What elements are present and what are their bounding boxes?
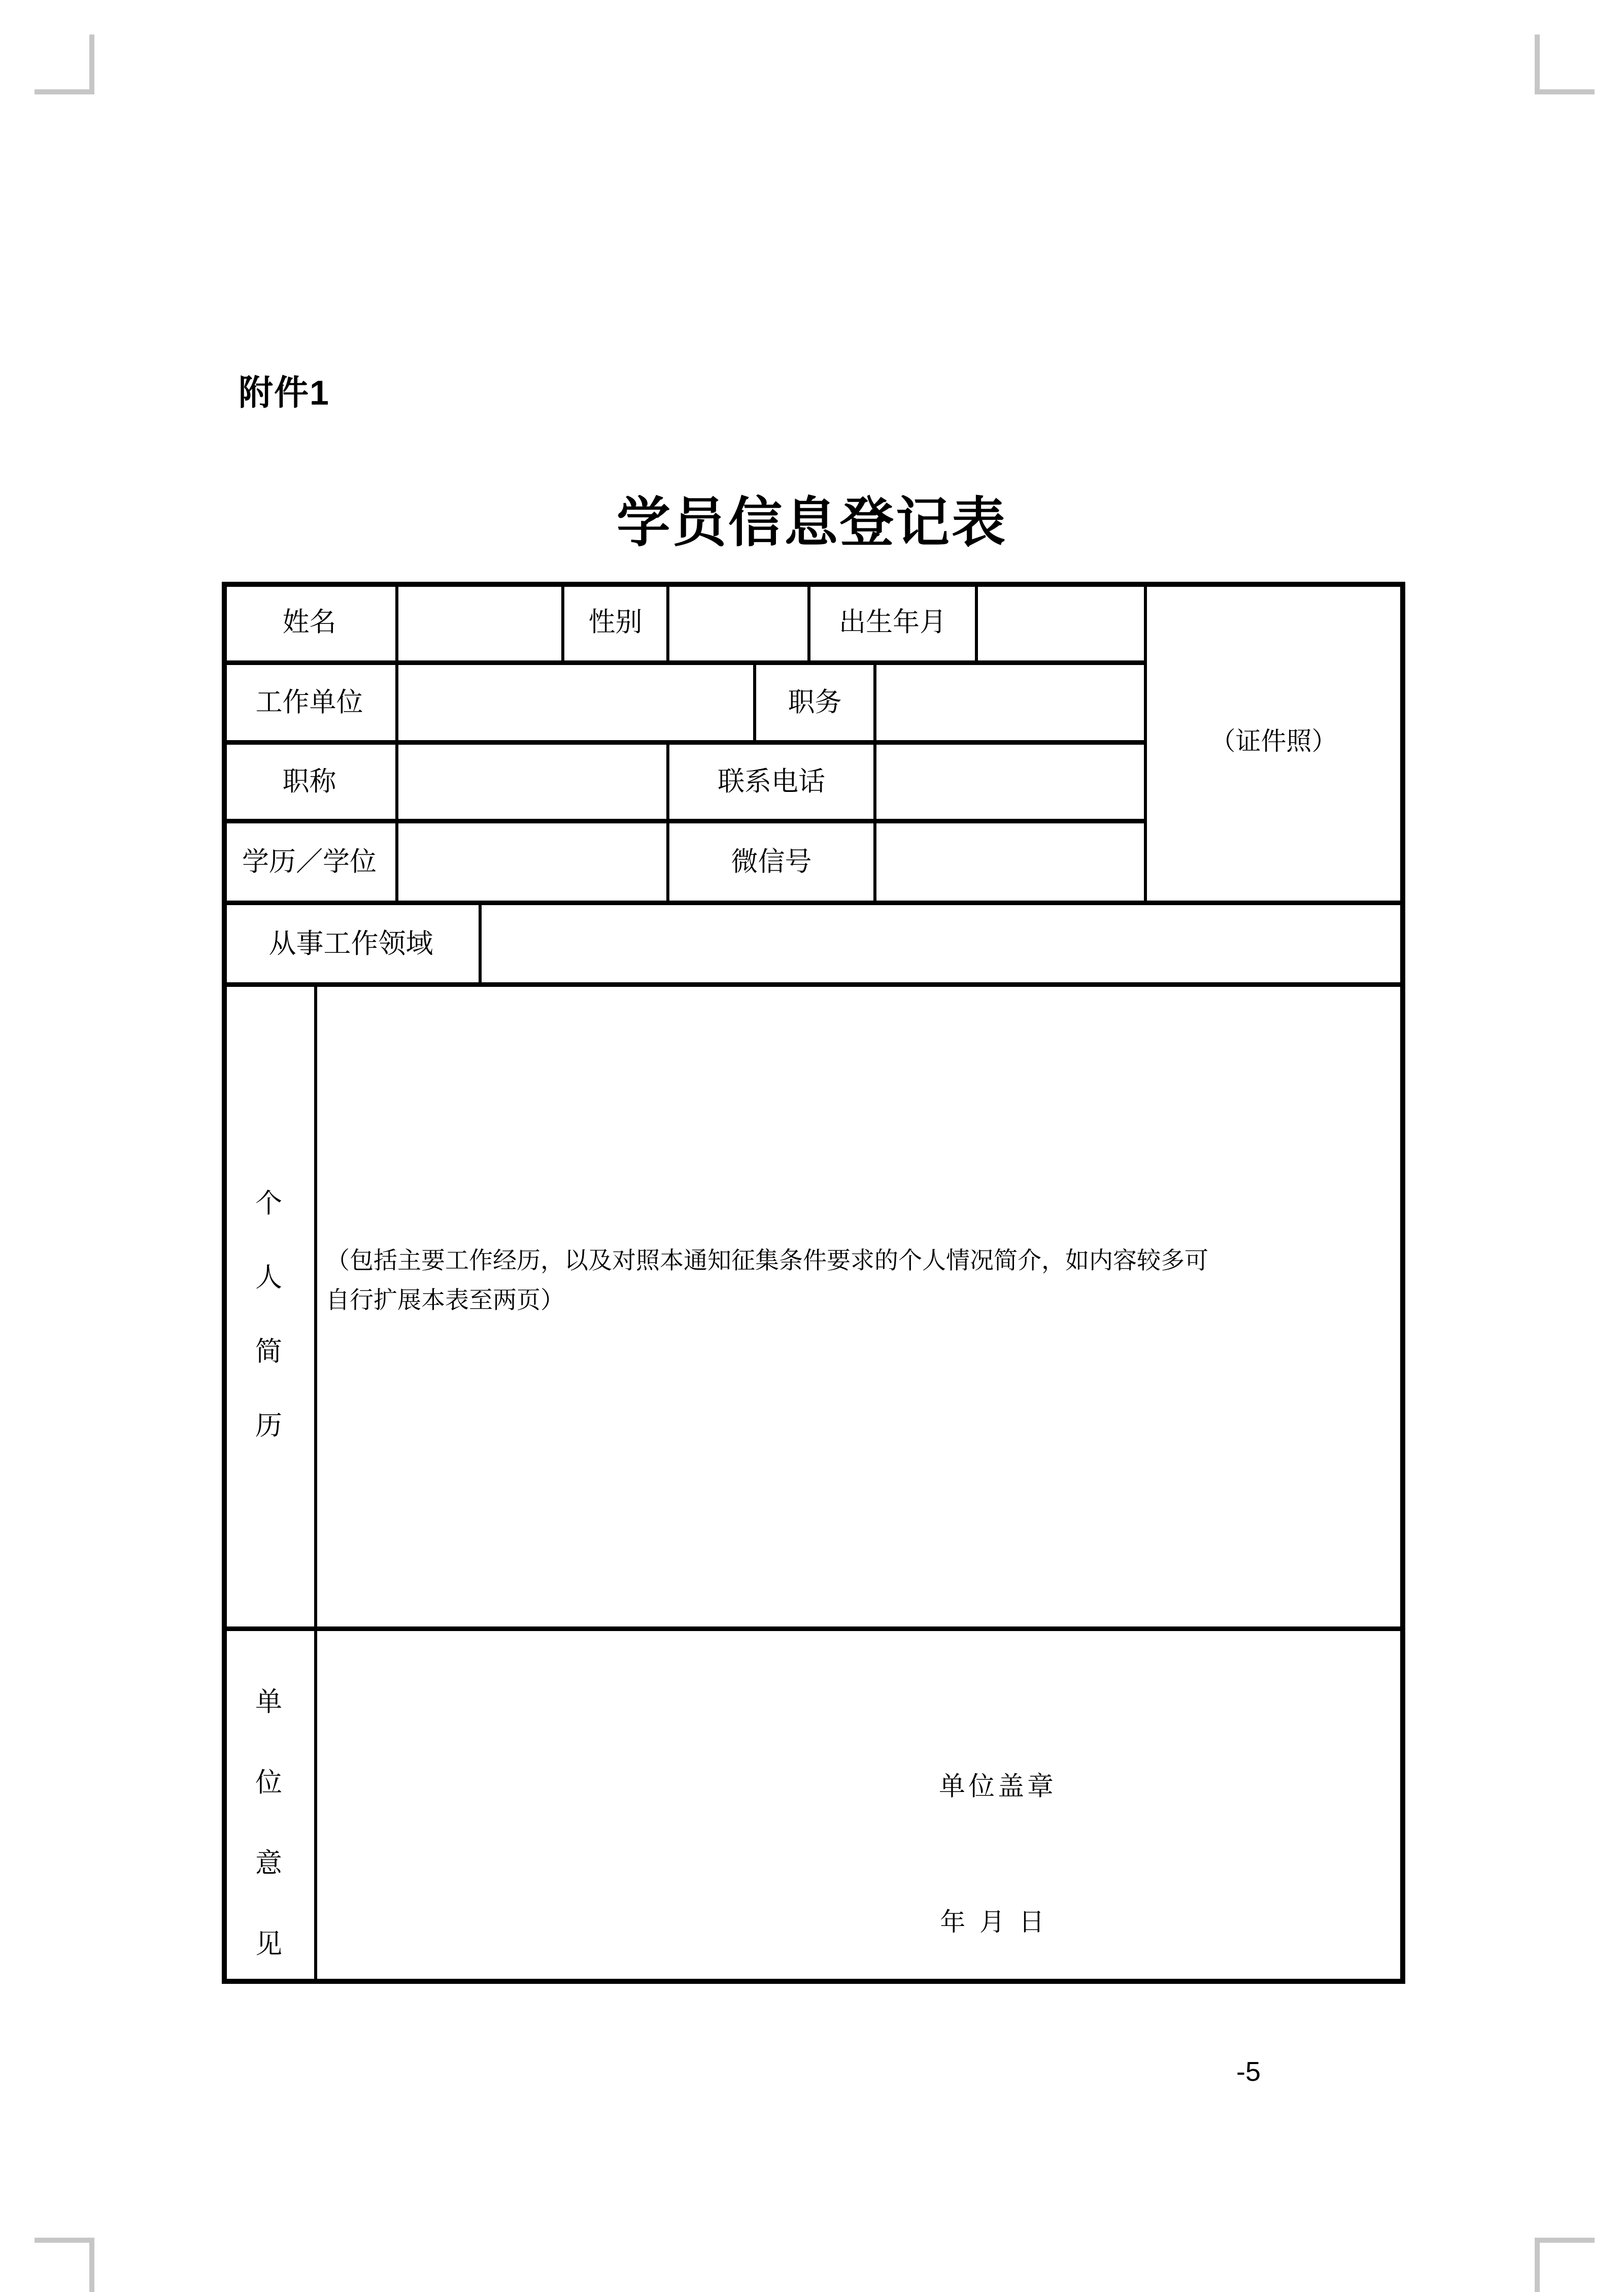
registration-table — [222, 582, 1405, 1984]
resume-note-line: 自行扩展本表至两页） — [326, 1286, 564, 1313]
corner-mark-top-right — [1535, 35, 1595, 94]
name-value-cell — [398, 582, 561, 662]
work-field-value-cell — [482, 903, 1400, 984]
unit-seal-label: 单位盖章 — [938, 1772, 1057, 1802]
corner-mark-bottom-left — [35, 2238, 94, 2292]
position-value-cell — [876, 662, 1144, 742]
gender-label: 性别 — [588, 607, 642, 637]
resume-label-column — [222, 984, 316, 1629]
job-title-value-cell — [398, 742, 666, 821]
resume-label-char: 人 — [255, 1263, 282, 1292]
work-field-label: 从事工作领域 — [268, 928, 433, 959]
gender-value-cell — [669, 582, 807, 662]
page-number: -5 — [1236, 2056, 1261, 2087]
unit-opinion-label-char: 单 — [255, 1687, 282, 1717]
corner-mark-bottom-right — [1535, 2238, 1595, 2292]
date-line-label: 年 月 日 — [940, 1908, 1044, 1936]
birth-date-value-cell — [978, 582, 1144, 662]
name-label: 姓名 — [282, 607, 336, 637]
unit-opinion-label-char: 见 — [255, 1929, 282, 1959]
unit-opinion-label-char: 位 — [255, 1768, 282, 1798]
attachment-label: 附件1 — [239, 374, 330, 412]
resume-label-char: 简 — [255, 1337, 282, 1367]
unit-opinion-cell — [316, 1629, 1404, 1984]
resume-note-line: （包括主要工作经历，以及对照本通知征集条件要求的个人情况简介，如内容较多可 — [326, 1247, 1208, 1274]
wechat-label: 微信号 — [731, 847, 812, 877]
resume-note-cell — [316, 984, 1404, 1629]
education-degree-label: 学历／学位 — [242, 847, 377, 877]
photo-placeholder-cell: （证件照） — [1210, 727, 1337, 755]
unit-opinion-label-char: 意 — [255, 1848, 282, 1878]
position-label: 职务 — [788, 687, 842, 717]
corner-mark-top-left — [35, 35, 94, 94]
phone-value-cell — [876, 742, 1144, 821]
resume-label-char: 历 — [255, 1411, 282, 1441]
wechat-value-cell — [876, 821, 1144, 903]
education-degree-value-cell — [398, 821, 666, 903]
job-title-label: 职称 — [282, 767, 336, 796]
work-unit-value-cell — [398, 662, 753, 742]
page-title: 学员信息登记表 — [617, 493, 1007, 553]
unit-opinion-label-column — [222, 1629, 316, 1984]
phone-label: 联系电话 — [718, 767, 825, 796]
birth-date-label: 出生年月 — [839, 607, 946, 637]
work-unit-label: 工作单位 — [255, 687, 363, 717]
resume-label-char: 个 — [255, 1188, 282, 1218]
